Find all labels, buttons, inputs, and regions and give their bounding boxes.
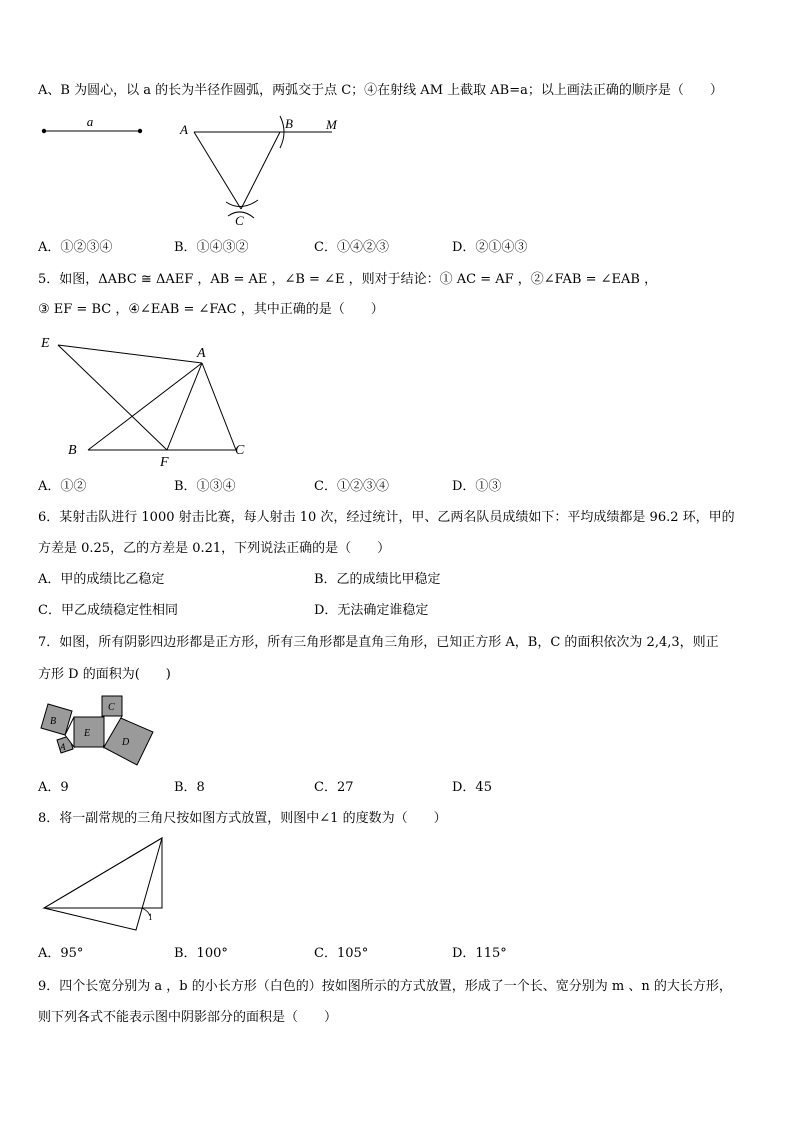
- q5-stem-line2: ③ EF = BC ，④∠EAB = ∠FAC ，其中正确的是（ ）: [38, 302, 384, 317]
- q5-option-c[interactable]: C．①②③④: [314, 479, 389, 494]
- q9-stem-line2: 则下列各式不能表示图中阴影部分的面积是（ ）: [38, 1010, 338, 1025]
- q7-option-c[interactable]: C．27: [314, 780, 354, 795]
- label-F: F: [160, 455, 169, 470]
- q8-option-a[interactable]: A．95°: [38, 946, 84, 961]
- label-a: a: [86, 114, 94, 129]
- point-left: [42, 129, 46, 133]
- q6-stem-line1: 6．某射击队进行 1000 射击比赛，每人射击 10 次，经过统计，甲、乙两名队员成绩如下：平均成绩都是 96.2 环，甲的: [38, 510, 735, 525]
- q8-stem: 8．将一副常规的三角尺按如图方式放置，则图中∠1 的度数为（ ）: [38, 811, 447, 826]
- q5-stem-line1: 5．如图，ΔABC ≅ ΔAEF ，AB = AE ，∠B = ∠E ，则对于结论：① AC = AF ，②∠FAB = ∠EAB ，: [38, 272, 658, 287]
- q7-option-a[interactable]: A．9: [38, 780, 69, 795]
- label-C: C: [235, 443, 245, 458]
- q4-option-c[interactable]: C．①④②③: [314, 240, 389, 255]
- q4-figure: [36, 112, 356, 230]
- q5-figure: [36, 330, 256, 470]
- q6-option-a[interactable]: A．甲的成绩比乙稳定: [38, 572, 165, 587]
- seg-EF: [58, 345, 167, 450]
- label-A: A: [197, 346, 206, 361]
- q7-stem-line1: 7．如图，所有阴影四边形都是正方形，所有三角形都是直角三角形，已知正方形 A，B，C 的面积依次为 2,4,3，则正: [38, 635, 719, 650]
- label-angle-1: 1: [148, 912, 153, 922]
- label-B: B: [285, 116, 293, 131]
- label-E: E: [41, 336, 50, 351]
- label-C: C: [235, 213, 244, 228]
- label-A: A: [180, 122, 188, 137]
- q8-option-c[interactable]: C．105°: [314, 946, 369, 961]
- q4-option-a[interactable]: A．①②③④: [38, 240, 113, 255]
- q6-option-c[interactable]: C．甲乙成绩稳定性相同: [38, 603, 178, 618]
- q6-option-b[interactable]: B．乙的成绩比甲稳定: [314, 572, 441, 587]
- q7-option-d[interactable]: D．45: [452, 780, 492, 795]
- q9-stem-line1: 9．四个长宽分别为 a ，b 的小长方形（白色的）按如图所示的方式放置，形成了一个长、宽分别为 m 、n 的大长方形，: [38, 979, 732, 994]
- q7-figure: [36, 694, 160, 770]
- label-B: B: [68, 443, 77, 458]
- label-E: E: [84, 728, 91, 739]
- q5-option-a[interactable]: A．①②: [38, 479, 87, 494]
- label-M: M: [326, 117, 337, 132]
- q4-option-d[interactable]: D．②①④③: [452, 240, 528, 255]
- seg-EA: [58, 345, 202, 363]
- q4-option-b[interactable]: B．①④③②: [174, 240, 249, 255]
- q4-stem: A、B 为圆心，以 a 的长为半径作圆弧，两弧交于点 C；④在射线 AM 上截取 AB=a；以上画法正确的顺序是（ ）: [38, 83, 723, 98]
- q6-stem-line2: 方差是 0.25，乙的方差是 0.21，下列说法正确的是（ ）: [38, 541, 391, 556]
- label-B: B: [50, 716, 57, 727]
- triangle-ruler-2: [44, 838, 162, 930]
- seg-AC: [202, 363, 236, 450]
- q5-option-d[interactable]: D．①③: [452, 479, 502, 494]
- label-A: A: [60, 742, 66, 752]
- arc-at-C-1: [226, 200, 258, 207]
- q8-figure: [36, 834, 176, 938]
- q8-option-d[interactable]: D．115°: [452, 946, 507, 961]
- q7-stem-line2: 方形 D 的面积为( ): [38, 667, 171, 682]
- q7-option-b[interactable]: B．8: [174, 780, 205, 795]
- label-D: D: [122, 737, 130, 748]
- point-right: [138, 129, 142, 133]
- side-AC: [194, 132, 241, 209]
- q6-option-d[interactable]: D．无法确定谁稳定: [314, 603, 429, 618]
- q5-option-b[interactable]: B．①③④: [174, 479, 236, 494]
- q8-option-b[interactable]: B．100°: [174, 946, 228, 961]
- side-BC: [241, 132, 280, 209]
- label-C: C: [108, 702, 115, 713]
